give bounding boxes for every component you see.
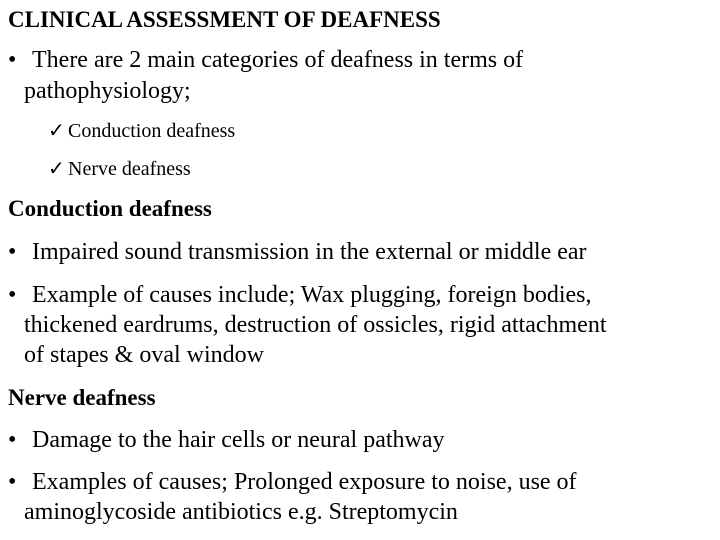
nerve-bullet-2-text-line1: Examples of causes; Prolonged exposure to noise, use of (32, 469, 577, 495)
checkmark-icon: ✓ (48, 158, 65, 180)
conduction-bullet-1-text: Impaired sound transmission in the external or middle ear (32, 239, 587, 265)
check-item-conduction (48, 121, 235, 141)
conduction-bullet-1 (8, 240, 587, 264)
conduction-bullet-2-text-line1: Example of causes include; Wax plugging, foreign bodies, (32, 282, 592, 308)
nerve-bullet-2-text-line2: aminoglycoside antibiotics e.g. Streptomycin (24, 499, 458, 525)
section-heading-conduction: Conduction deafness (8, 196, 212, 221)
check-item-label: Conduction deafness (68, 120, 236, 142)
intro-text-line1: There are 2 main categories of deafness in terms of (32, 47, 524, 73)
intro-text-line2: pathophysiology; (24, 78, 191, 104)
nerve-bullet-1 (8, 428, 445, 452)
intro-bullet (8, 48, 523, 72)
section-heading-nerve: Nerve deafness (8, 385, 156, 410)
conduction-bullet-2 (8, 283, 592, 307)
checkmark-icon: ✓ (48, 120, 65, 142)
check-item-label: Nerve deafness (68, 158, 191, 180)
nerve-bullet-2 (8, 470, 577, 494)
check-item-nerve (48, 159, 191, 179)
bullet-icon: • (8, 282, 17, 308)
page-title: CLINICAL ASSESSMENT OF DEAFNESS (8, 7, 441, 32)
conduction-bullet-2-text-line2: thickened eardrums, destruction of ossicles, rigid attachment (24, 312, 607, 338)
bullet-icon: • (8, 239, 17, 265)
bullet-icon: • (8, 427, 17, 453)
bullet-icon: • (8, 47, 17, 73)
conduction-bullet-2-text-line3: of stapes & oval window (24, 342, 264, 368)
nerve-bullet-1-text: Damage to the hair cells or neural pathway (32, 427, 445, 453)
bullet-icon: • (8, 469, 17, 495)
